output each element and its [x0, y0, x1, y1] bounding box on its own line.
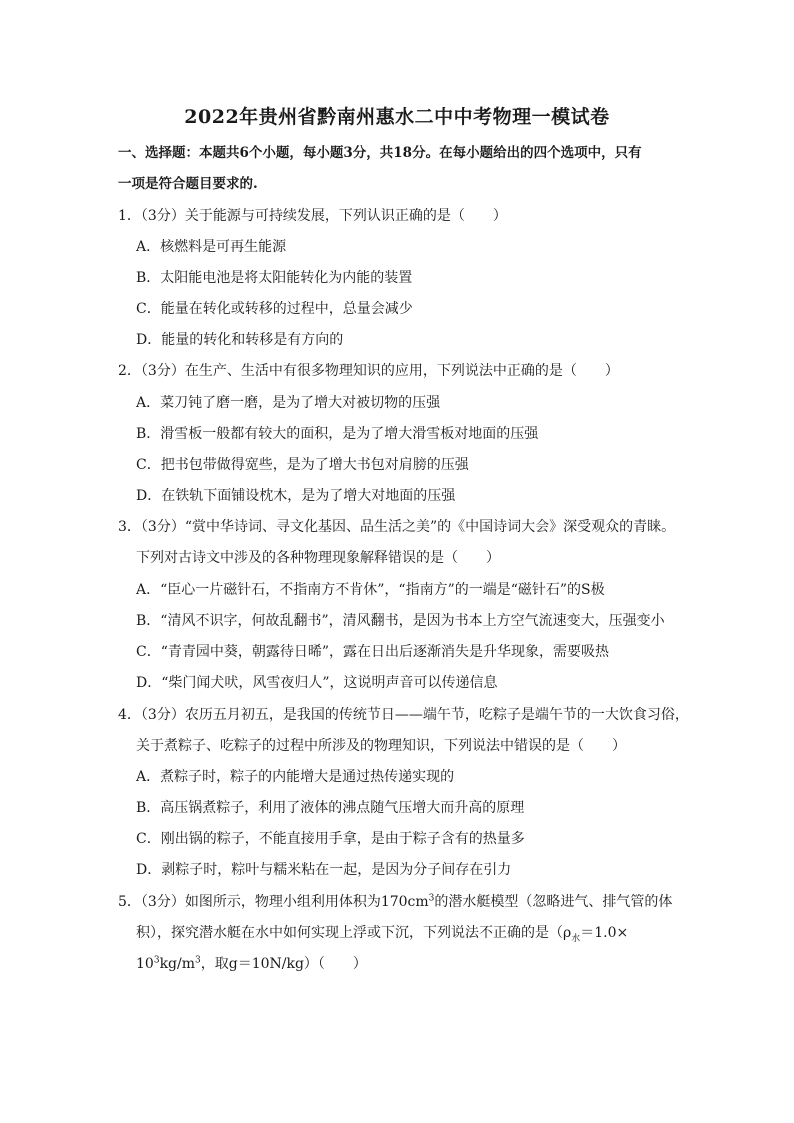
option-1a: A．核燃料是可再生能源 — [136, 239, 287, 255]
question-stem: （3分）农历五月初五，是我国的传统节日——端午节，吃粽子是端午节的一大饮食习俗， — [140, 707, 689, 723]
option-3c: C．“青青园中葵，朝露待日晞”，露在日出后逐渐消失是升华现象，需要吸热 — [136, 644, 610, 660]
question-stem: （3分）如图所示，物理小组利用体积为170cm — [140, 894, 429, 910]
section-heading — [118, 138, 688, 200]
question-stem: ，取g＝10N/kg）（ ） — [200, 956, 367, 972]
question-1 — [118, 206, 507, 226]
question-5-stem-continued — [136, 923, 628, 943]
question-number: 5． — [118, 894, 141, 910]
question-stem: ＝1.0× — [580, 925, 629, 941]
question-stem: （3分）关于能源与可持续发展，下列认识正确的是（ ） — [140, 208, 507, 224]
question-stem: （3分）“赏中华诗词、寻文化基因、品生活之美”的《中国诗词大会》深受观众的青睐。 — [140, 519, 676, 535]
option-1c: C．能量在转化或转移的过程中，总量会减少 — [136, 301, 413, 317]
option-4b: B．高压锅煮粽子，利用了液体的沸点随气压增大而升高的原理 — [136, 800, 525, 816]
option-4c: C．刚出锅的粽子，不能直接用手拿，是由于粽子含有的热量多 — [136, 831, 525, 847]
question-number: 3． — [118, 519, 141, 535]
option-2a: A．菜刀钝了磨一磨，是为了增大对被切物的压强 — [136, 395, 441, 411]
superscript: 3 — [428, 893, 435, 904]
question-2 — [118, 361, 619, 381]
option-3d: D．“柴门闻犬吠，风雪夜归人”，这说明声音可以传递信息 — [136, 675, 498, 691]
option-2d: D．在铁轨下面铺设枕木，是为了增大对地面的压强 — [136, 488, 456, 504]
section-heading-line: 一项是符合题目要求的. — [118, 176, 258, 192]
option-3a: A．“臣心一片磁针石，不指南方不肯休”，“指南方”的一端是“磁针石”的S极 — [136, 582, 605, 598]
question-number: 4． — [118, 707, 141, 723]
option-4d: D．剥粽子时，粽叶与糯米粘在一起，是因为分子间存在引力 — [136, 862, 512, 878]
option-1d: D．能量的转化和转移是有方向的 — [136, 332, 344, 348]
question-4-stem-continued: 关于煮粽子、吃粽子的过程中所涉及的物理知识，下列说法中错误的是（ ） — [136, 738, 626, 754]
question-stem: （3分）在生产、生活中有很多物理知识的应用，下列说法中正确的是（ ） — [140, 363, 619, 379]
option-1b: B．太阳能电池是将太阳能转化为内能的装置 — [136, 270, 413, 286]
section-heading-line: 一、选择题：本题共6个小题，每小题3分，共18分。在每小题给出的四个选项中，只有 — [118, 145, 642, 161]
question-3 — [118, 517, 675, 537]
question-number: 2． — [118, 363, 141, 379]
subscript: 水 — [571, 933, 581, 944]
page-title: 2022年贵州省黔南州惠水二中中考物理一模试卷 — [184, 106, 610, 128]
option-2b: B．滑雪板一般都有较大的面积，是为了增大滑雪板对地面的压强 — [136, 426, 539, 442]
question-4 — [118, 705, 689, 725]
question-stem: kg/m — [159, 956, 195, 972]
option-4a: A．煮粽子时，粽子的内能增大是通过热传递实现的 — [136, 769, 455, 785]
superscript: 3 — [195, 955, 201, 966]
option-2c: C．把书包带做得宽些，是为了增大书包对肩膀的压强 — [136, 457, 469, 473]
superscript: 3 — [153, 955, 160, 966]
question-stem: 积），探究潜水艇在水中如何实现上浮或下沉，下列说法不正确的是（ρ — [136, 925, 572, 941]
question-5-stem-continued — [136, 954, 367, 974]
question-3-stem-continued: 下列对古诗文中涉及的各种物理现象解释错误的是（ ） — [136, 550, 500, 566]
question-5 — [118, 892, 672, 912]
question-stem: 10 — [136, 956, 154, 972]
option-3b: B．“清风不识字，何故乱翻书”，清风翻书，是因为书本上方空气流速变大，压强变小 — [136, 613, 665, 629]
question-number: 1． — [118, 208, 141, 224]
question-stem: 的潜水艇模型（忽略进气、排气管的体 — [434, 894, 673, 910]
